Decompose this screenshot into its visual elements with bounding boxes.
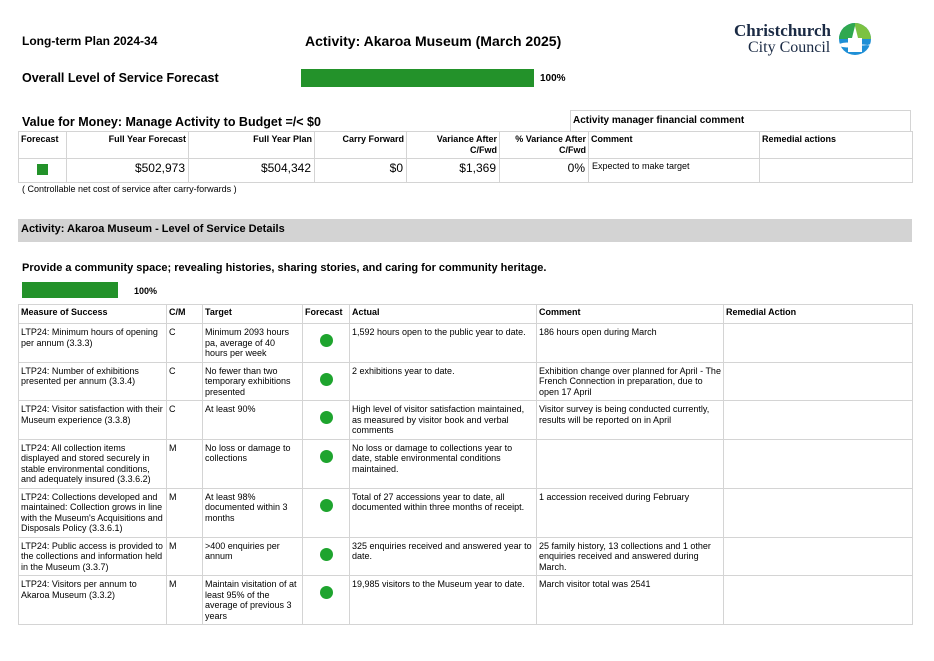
overall-percent: 100% bbox=[540, 73, 566, 84]
los-cell-actual: 325 enquiries received and answered year to date. bbox=[350, 537, 537, 576]
th-target: Target bbox=[203, 305, 303, 324]
full-year-plan-value: $504,342 bbox=[189, 159, 315, 183]
forecast-cell bbox=[19, 159, 67, 183]
overall-progress-track bbox=[301, 69, 534, 87]
los-cell-cm: M bbox=[167, 537, 203, 576]
th-comment: Comment bbox=[589, 132, 760, 159]
financial-data-row bbox=[19, 159, 913, 183]
los-row bbox=[19, 488, 913, 537]
th-pct-variance: % Variance After C/Fwd bbox=[500, 132, 589, 159]
level-of-service-table bbox=[18, 304, 913, 625]
forecast-status-dot bbox=[320, 586, 333, 599]
logo-line-1: Christchurch bbox=[734, 21, 831, 40]
los-row bbox=[19, 439, 913, 488]
los-cell-actual: Total of 27 accessions year to date, all documented within three months of receipt. bbox=[350, 488, 537, 537]
activity-title: Activity: Akaroa Museum (March 2025) bbox=[305, 33, 562, 49]
financial-header-row bbox=[19, 132, 913, 159]
los-cell-cm: C bbox=[167, 362, 203, 401]
plan-title: Long-term Plan 2024-34 bbox=[22, 34, 158, 48]
los-cell-comment: March visitor total was 2541 bbox=[537, 576, 724, 625]
pct-variance-value: 0% bbox=[500, 159, 589, 183]
los-row bbox=[19, 401, 913, 440]
los-cell-measure: LTP24: Visitors per annum to Akaroa Museum (3.3.2) bbox=[19, 576, 167, 625]
forecast-status-dot bbox=[320, 548, 333, 561]
cost-note: ( Controllable net cost of service after carry-forwards ) bbox=[22, 184, 237, 194]
los-cell-remedial bbox=[724, 324, 913, 363]
los-cell-forecast bbox=[303, 488, 350, 537]
los-cell-target: Minimum 2093 hours pa, average of 40 hours per week bbox=[203, 324, 303, 363]
los-cell-comment: Visitor survey is being conducted currently, results will be reported on in April bbox=[537, 401, 724, 440]
forecast-status-square bbox=[37, 164, 48, 175]
los-cell-forecast bbox=[303, 401, 350, 440]
los-cell-comment: Exhibition change over planned for April - The French Connection in preparation, due to open 17 April bbox=[537, 362, 724, 401]
financial-remedial-value bbox=[760, 159, 913, 183]
los-cell-measure: LTP24: Collections developed and maintained: Collection grows in line with the Museum's Acquisitions and Disposals Policy (3.3.6.1) bbox=[19, 488, 167, 537]
los-cell-forecast bbox=[303, 439, 350, 488]
los-cell-forecast bbox=[303, 576, 350, 625]
overall-forecast-label: Overall Level of Service Forecast bbox=[22, 71, 219, 85]
financial-table bbox=[18, 131, 913, 183]
los-cell-cm: C bbox=[167, 324, 203, 363]
los-cell-measure: LTP24: Minimum hours of opening per annum (3.3.3) bbox=[19, 324, 167, 363]
los-cell-cm: C bbox=[167, 401, 203, 440]
los-cell-measure: LTP24: Visitor satisfaction with their Museum experience (3.3.8) bbox=[19, 401, 167, 440]
los-cell-comment: 1 accession received during February bbox=[537, 488, 724, 537]
forecast-status-dot bbox=[320, 334, 333, 347]
los-cell-cm: M bbox=[167, 488, 203, 537]
los-cell-remedial bbox=[724, 576, 913, 625]
los-cell-actual: 1,592 hours open to the public year to date. bbox=[350, 324, 537, 363]
value-for-money-title: Value for Money: Manage Activity to Budget =/< $0 bbox=[22, 115, 321, 129]
th-remedial: Remedial actions bbox=[760, 132, 913, 159]
forecast-status-dot bbox=[320, 411, 333, 424]
los-cell-target: At least 98% documented within 3 months bbox=[203, 488, 303, 537]
forecast-status-dot bbox=[320, 499, 333, 512]
los-row bbox=[19, 576, 913, 625]
th-los-forecast: Forecast bbox=[303, 305, 350, 324]
group-progress-fill bbox=[22, 282, 118, 298]
forecast-status-dot bbox=[320, 450, 333, 463]
los-row bbox=[19, 537, 913, 576]
los-cell-measure: LTP24: Public access is provided to the collections and information held in the Museum (3.3.7) bbox=[19, 537, 167, 576]
th-cm: C/M bbox=[167, 305, 203, 324]
los-cell-measure: LTP24: Number of exhibitions presented per annum (3.3.4) bbox=[19, 362, 167, 401]
th-forecast: Forecast bbox=[19, 132, 67, 159]
los-cell-forecast bbox=[303, 362, 350, 401]
th-full-year-plan: Full Year Plan bbox=[189, 132, 315, 159]
group-title: Provide a community space; revealing histories, sharing stories, and caring for community heritage. bbox=[22, 262, 547, 274]
los-cell-actual: No loss or damage to collections year to date, stable environmental conditions maintained. bbox=[350, 439, 537, 488]
th-carry-forward: Carry Forward bbox=[315, 132, 407, 159]
full-year-forecast-value: $502,973 bbox=[67, 159, 189, 183]
group-percent: 100% bbox=[134, 286, 158, 296]
th-measure: Measure of Success bbox=[19, 305, 167, 324]
financial-comment-value: Expected to make target bbox=[589, 159, 760, 183]
los-cell-forecast bbox=[303, 537, 350, 576]
financial-comment-title: Activity manager financial comment bbox=[570, 110, 911, 131]
los-cell-target: >400 enquiries per annum bbox=[203, 537, 303, 576]
los-cell-actual: High level of visitor satisfaction maintained, as measured by visitor book and verbal comments bbox=[350, 401, 537, 440]
los-cell-actual: 2 exhibitions year to date. bbox=[350, 362, 537, 401]
los-cell-remedial bbox=[724, 439, 913, 488]
cathedral-emblem-icon bbox=[838, 22, 872, 56]
los-cell-cm: M bbox=[167, 439, 203, 488]
los-cell-remedial bbox=[724, 401, 913, 440]
los-cell-target: Maintain visitation of at least 95% of the average of previous 3 years bbox=[203, 576, 303, 625]
overall-progress-fill bbox=[301, 69, 534, 87]
los-cell-remedial bbox=[724, 488, 913, 537]
los-cell-remedial bbox=[724, 537, 913, 576]
los-header-row bbox=[19, 305, 913, 324]
los-row bbox=[19, 324, 913, 363]
los-cell-measure: LTP24: All collection items displayed and stored securely in stable environmental conditions, and adequately insured (3.3.6.2) bbox=[19, 439, 167, 488]
los-cell-actual: 19,985 visitors to the Museum year to date. bbox=[350, 576, 537, 625]
carry-forward-value: $0 bbox=[315, 159, 407, 183]
council-logo bbox=[734, 22, 874, 58]
forecast-status-dot bbox=[320, 373, 333, 386]
los-cell-comment: 25 family history, 13 collections and 1 other enquiries received and answered during March. bbox=[537, 537, 724, 576]
los-cell-remedial bbox=[724, 362, 913, 401]
th-variance: Variance After C/Fwd bbox=[407, 132, 500, 159]
group-progress-track bbox=[22, 282, 118, 298]
section-header bbox=[18, 219, 912, 242]
th-actual: Actual bbox=[350, 305, 537, 324]
los-cell-forecast bbox=[303, 324, 350, 363]
los-cell-comment bbox=[537, 439, 724, 488]
los-cell-target: At least 90% bbox=[203, 401, 303, 440]
logo-line-2: City Council bbox=[748, 39, 831, 56]
th-remedial-action: Remedial Action bbox=[724, 305, 913, 324]
th-full-year-forecast: Full Year Forecast bbox=[67, 132, 189, 159]
section-title: Activity: Akaroa Museum - Level of Service Details bbox=[21, 223, 285, 235]
los-cell-comment: 186 hours open during March bbox=[537, 324, 724, 363]
los-cell-cm: M bbox=[167, 576, 203, 625]
los-cell-target: No fewer than two temporary exhibitions presented bbox=[203, 362, 303, 401]
los-cell-target: No loss or damage to collections bbox=[203, 439, 303, 488]
th-los-comment: Comment bbox=[537, 305, 724, 324]
los-row bbox=[19, 362, 913, 401]
variance-value: $1,369 bbox=[407, 159, 500, 183]
